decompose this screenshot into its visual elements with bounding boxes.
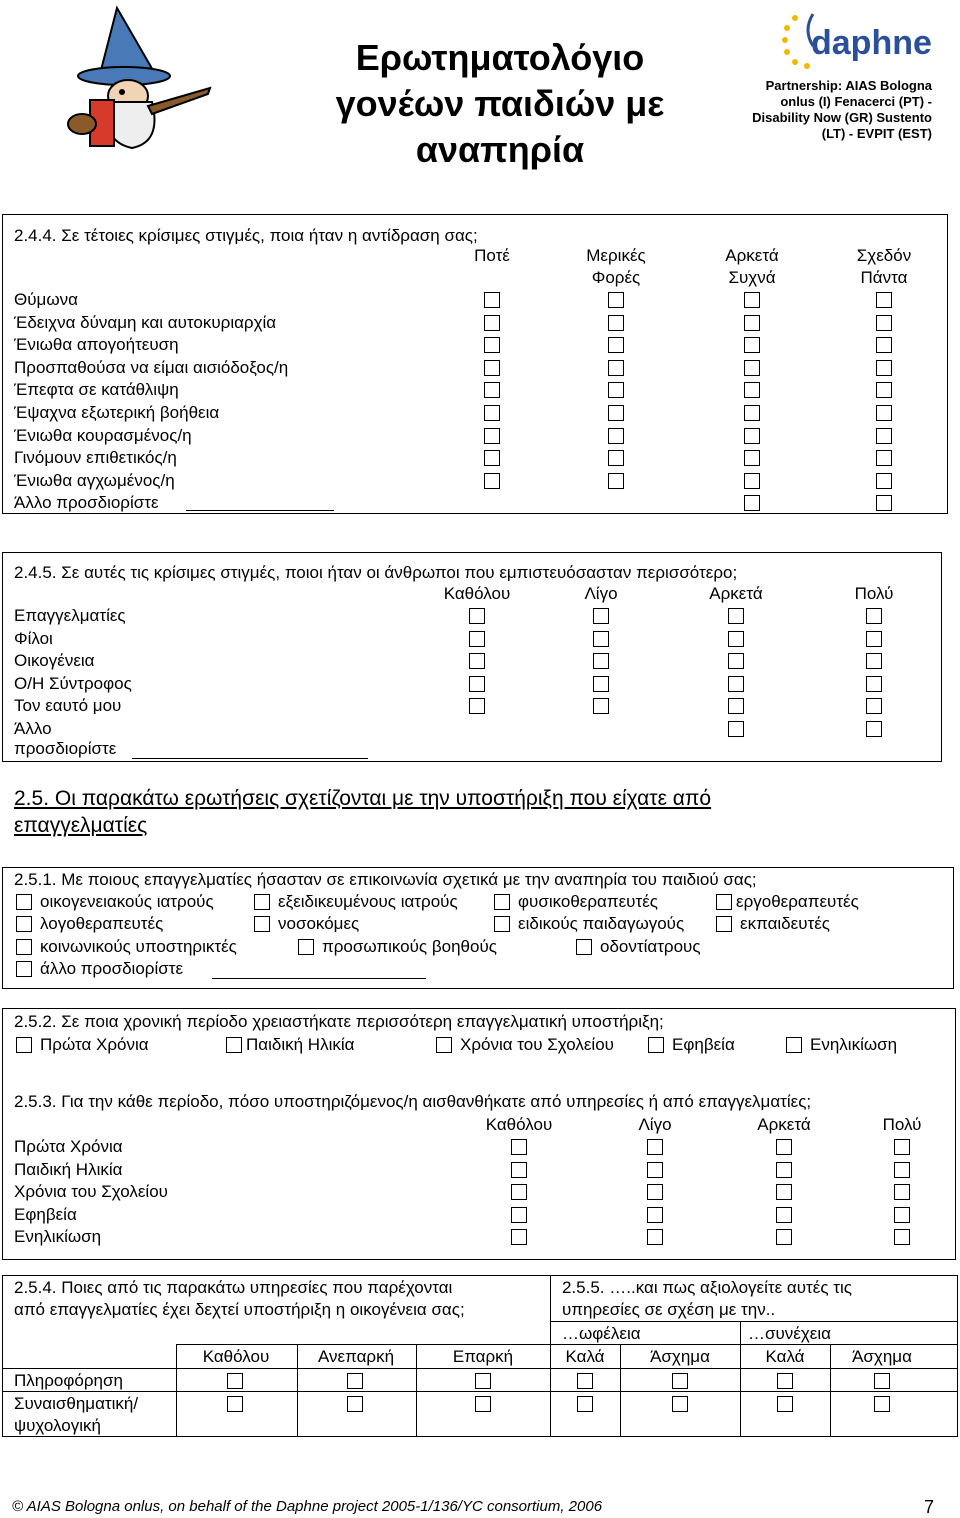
partnership-line: Disability Now (GR) Sustento	[752, 110, 932, 125]
rating-checkbox[interactable]	[227, 1373, 243, 1389]
response-checkbox[interactable]	[744, 428, 760, 444]
response-checkbox[interactable]	[744, 473, 760, 489]
period-checkbox[interactable]	[786, 1037, 802, 1053]
response-checkbox[interactable]	[744, 337, 760, 353]
response-checkbox[interactable]	[608, 405, 624, 421]
response-checkbox[interactable]	[608, 315, 624, 331]
rating-checkbox[interactable]	[475, 1373, 491, 1389]
rating-checkbox[interactable]	[227, 1396, 243, 1412]
response-checkbox[interactable]	[866, 698, 882, 714]
response-row-label: Έπεφτα σε κατάθλιψη	[14, 380, 179, 400]
response-checkbox[interactable]	[469, 698, 485, 714]
wizard-logo	[62, 2, 214, 152]
response-checkbox[interactable]	[484, 382, 500, 398]
column-header: Καθόλου	[443, 584, 511, 603]
professional-option-label: φυσικοθεραπευτές	[518, 892, 658, 911]
response-checkbox[interactable]	[776, 1229, 792, 1245]
professional-checkbox[interactable]	[16, 916, 32, 932]
table-divider	[740, 1321, 741, 1437]
response-checkbox[interactable]	[866, 676, 882, 692]
response-row-label: Τον εαυτό μου	[14, 696, 122, 716]
column-header: Καθόλου	[202, 1347, 270, 1366]
response-checkbox[interactable]	[469, 676, 485, 692]
column-header: Πολύ	[854, 584, 894, 603]
response-checkbox[interactable]	[744, 450, 760, 466]
response-checkbox[interactable]	[728, 698, 744, 714]
rating-checkbox[interactable]	[777, 1373, 793, 1389]
professional-checkbox[interactable]	[16, 939, 32, 955]
column-header: Καθόλου	[485, 1115, 553, 1134]
response-checkbox[interactable]	[894, 1207, 910, 1223]
response-row-label: Ενηλικίωση	[14, 1227, 102, 1247]
response-checkbox[interactable]	[511, 1162, 527, 1178]
response-checkbox[interactable]	[484, 292, 500, 308]
daphne-logo	[773, 4, 932, 72]
partnership-line: onlus (I) Fenacerci (PT) -	[780, 94, 932, 109]
response-checkbox[interactable]	[776, 1162, 792, 1178]
other-specify-line	[186, 510, 334, 511]
question-2-5-3-text: 2.5.3. Για την κάθε περίοδο, πόσο υποστηριζόμενος/η αισθανθήκατε από υπηρεσίες ή από επαγγελματίες;	[14, 1092, 812, 1111]
response-checkbox[interactable]	[894, 1139, 910, 1155]
column-header-cont: Φορές	[591, 268, 641, 287]
response-checkbox[interactable]	[608, 473, 624, 489]
response-checkbox[interactable]	[608, 337, 624, 353]
response-checkbox[interactable]	[647, 1184, 663, 1200]
response-checkbox[interactable]	[484, 473, 500, 489]
table-divider	[2, 1391, 958, 1392]
partnership-text	[720, 78, 932, 142]
rating-checkbox[interactable]	[874, 1373, 890, 1389]
period-checkbox[interactable]	[226, 1037, 242, 1053]
professional-checkbox[interactable]	[16, 961, 32, 977]
professional-option-label: εργοθεραπευτές	[736, 892, 859, 911]
question-2-4-4-text: 2.4.4. Σε τέτοιες κρίσιμες στιγμές, ποια ήταν η αντίδραση σας;	[14, 226, 478, 245]
period-option-label: Εφηβεία	[672, 1035, 735, 1054]
response-row-label: Προσπαθούσα να είμαι αισιόδοξος/η	[14, 357, 289, 377]
response-checkbox[interactable]	[876, 337, 892, 353]
column-header: Λίγο	[584, 584, 618, 603]
professional-option-label: κοινωνικούς υποστηρικτές	[40, 937, 237, 956]
page-number: 7	[924, 1497, 935, 1517]
response-checkbox[interactable]	[876, 405, 892, 421]
response-checkbox[interactable]	[593, 676, 609, 692]
column-header: Ποτέ	[474, 246, 510, 265]
response-checkbox[interactable]	[511, 1229, 527, 1245]
service-row-label-cont: ψυχολογική	[14, 1416, 101, 1435]
response-checkbox[interactable]	[728, 721, 744, 737]
response-row-label: Παιδική Ηλικία	[14, 1159, 123, 1179]
table-divider	[176, 1344, 958, 1345]
response-checkbox[interactable]	[876, 382, 892, 398]
response-checkbox[interactable]	[608, 292, 624, 308]
response-checkbox[interactable]	[647, 1229, 663, 1245]
response-checkbox[interactable]	[866, 653, 882, 669]
rating-checkbox[interactable]	[475, 1396, 491, 1412]
response-row-label: Θύμωνα	[14, 290, 78, 309]
professional-option-label: εκπαιδευτές	[740, 914, 830, 933]
page-title	[320, 35, 680, 173]
response-checkbox[interactable]	[876, 315, 892, 331]
response-row-label: Ένιωθα αγχωμένος/η	[14, 470, 175, 490]
rating-checkbox[interactable]	[577, 1373, 593, 1389]
professional-option-label: άλλο προσδιορίστε	[40, 959, 184, 978]
response-checkbox[interactable]	[876, 428, 892, 444]
professional-option-label: προσωπικούς βοηθούς	[322, 937, 497, 956]
section-2-5-heading-cont: επαγγελματίες	[14, 814, 148, 837]
table-divider	[2, 1368, 958, 1369]
response-row-label: Έδειχνα δύναμη και αυτοκυριαρχία	[14, 312, 277, 332]
partnership-line: (LT) - EVPIT (EST)	[821, 126, 932, 141]
professional-checkbox[interactable]	[716, 916, 732, 932]
section-2-5-heading: 2.5. Οι παρακάτω ερωτήσεις σχετίζονται με την υποστήριξη που είχατε από	[14, 787, 712, 810]
partnership-line: Partnership: AIAS Bologna	[765, 78, 932, 93]
column-header: Αρκετά	[709, 584, 763, 603]
response-checkbox[interactable]	[894, 1184, 910, 1200]
response-checkbox[interactable]	[647, 1207, 663, 1223]
response-checkbox[interactable]	[744, 292, 760, 308]
question-2-5-5-text: 2.5.5. …..και πως αξιολογείτε αυτές τις	[562, 1278, 852, 1297]
professional-checkbox[interactable]	[16, 894, 32, 910]
question-2-5-4-text-cont: από επαγγελματίες έχει δεχτεί υποστήριξη η οικογένεια σας;	[14, 1300, 465, 1319]
response-checkbox[interactable]	[484, 337, 500, 353]
response-checkbox[interactable]	[876, 292, 892, 308]
response-checkbox[interactable]	[511, 1207, 527, 1223]
response-checkbox[interactable]	[469, 653, 485, 669]
response-row-label: Οικογένεια	[14, 651, 95, 671]
column-header: Αρκετά	[757, 1115, 811, 1134]
period-checkbox[interactable]	[436, 1037, 452, 1053]
response-checkbox[interactable]	[593, 653, 609, 669]
professional-checkbox[interactable]	[576, 939, 592, 955]
response-checkbox[interactable]	[866, 631, 882, 647]
column-header: Ανεπαρκή	[317, 1347, 395, 1366]
response-checkbox[interactable]	[593, 631, 609, 647]
response-checkbox[interactable]	[728, 631, 744, 647]
rating-checkbox[interactable]	[777, 1396, 793, 1412]
column-header: Μερικές	[586, 246, 646, 265]
response-checkbox[interactable]	[894, 1162, 910, 1178]
copyright-footer: © AIAS Bologna onlus, on behalf of the Daphne project 2005-1/136/YC consortium, 2006	[12, 1498, 603, 1515]
response-checkbox[interactable]	[608, 382, 624, 398]
professional-option-label: οδοντίατρους	[600, 937, 701, 956]
response-checkbox[interactable]	[511, 1139, 527, 1155]
rating-checkbox[interactable]	[874, 1396, 890, 1412]
professional-checkbox[interactable]	[298, 939, 314, 955]
period-checkbox[interactable]	[16, 1037, 32, 1053]
response-row-label: Ένιωθα απογοήτευση	[14, 335, 179, 355]
response-row-label: Ένιωθα κουρασμένος/η	[14, 425, 192, 445]
response-checkbox[interactable]	[744, 315, 760, 331]
response-checkbox[interactable]	[876, 450, 892, 466]
response-checkbox[interactable]	[608, 428, 624, 444]
professional-option-label: οικογενειακούς ιατρούς	[40, 892, 214, 911]
logo-text: daphne	[811, 24, 932, 62]
professional-checkbox[interactable]	[716, 894, 732, 910]
table-divider	[416, 1344, 417, 1437]
other-specify-label: προσδιορίστε	[14, 739, 117, 758]
column-header-cont: Συχνά	[728, 268, 776, 287]
response-checkbox[interactable]	[593, 698, 609, 714]
response-checkbox[interactable]	[484, 428, 500, 444]
table-divider	[550, 1275, 551, 1344]
response-checkbox[interactable]	[894, 1229, 910, 1245]
response-checkbox[interactable]	[744, 495, 760, 511]
response-row-label: Άλλο προσδιορίστε	[14, 493, 159, 513]
response-checkbox[interactable]	[728, 608, 744, 624]
title-line: αναπηρία	[415, 129, 585, 170]
question-2-5-4-text: 2.5.4. Ποιες από τις παρακάτω υπηρεσίες που παρέχονται	[14, 1278, 453, 1297]
response-checkbox[interactable]	[744, 360, 760, 376]
response-checkbox[interactable]	[484, 360, 500, 376]
response-checkbox[interactable]	[866, 608, 882, 624]
response-row-label: Φίλοι	[14, 628, 53, 648]
professional-checkbox[interactable]	[494, 916, 510, 932]
question-2-4-5-text: 2.4.5. Σε αυτές τις κρίσιμες στιγμές, ποιοι ήταν οι άνθρωποι που εμπιστευόσασταν περισσότερο;	[14, 563, 738, 582]
professional-checkbox[interactable]	[254, 894, 270, 910]
table-divider	[550, 1321, 958, 1322]
response-row-label: Επαγγελματίες	[14, 606, 126, 625]
response-checkbox[interactable]	[876, 360, 892, 376]
rating-checkbox[interactable]	[672, 1373, 688, 1389]
column-header: Καλά	[765, 1347, 805, 1366]
response-checkbox[interactable]	[484, 315, 500, 331]
column-header: Λίγο	[638, 1115, 672, 1134]
period-checkbox[interactable]	[648, 1037, 664, 1053]
response-row-label: Γινόμουν επιθετικός/η	[14, 448, 177, 468]
professional-checkbox[interactable]	[254, 916, 270, 932]
professional-option-label: λογοθεραπευτές	[40, 914, 164, 933]
response-checkbox[interactable]	[469, 631, 485, 647]
professional-option-label: ειδικούς παιδαγωγούς	[518, 914, 685, 933]
column-header: Άσχημα	[852, 1347, 912, 1366]
question-2-5-2-text: 2.5.2. Σε ποια χρονική περίοδο χρειαστήκατε περισσότερη επαγγελματική υποστήριξη;	[14, 1012, 664, 1031]
response-row-label: Πρώτα Χρόνια	[14, 1137, 123, 1156]
period-option-label: Παιδική Ηλικία	[246, 1035, 355, 1054]
response-checkbox[interactable]	[608, 360, 624, 376]
rating-checkbox[interactable]	[347, 1373, 363, 1389]
column-header: Αρκετά	[725, 246, 779, 265]
response-row-label: Χρόνια του Σχολείου	[14, 1182, 168, 1202]
response-checkbox[interactable]	[876, 495, 892, 511]
rating-checkbox[interactable]	[577, 1396, 593, 1412]
response-checkbox[interactable]	[593, 608, 609, 624]
response-checkbox[interactable]	[744, 382, 760, 398]
period-option-label: Πρώτα Χρόνια	[40, 1035, 149, 1054]
other-specify-line	[212, 978, 426, 979]
response-row-label: Ο/Η Σύντροφος	[14, 673, 132, 693]
service-row-label: Πληροφόρηση	[14, 1371, 123, 1390]
response-checkbox[interactable]	[776, 1139, 792, 1155]
question-2-5-1-text: 2.5.1. Με ποιους επαγγελματίες ήσασταν σε επικοινωνία σχετικά με την αναπηρία του παιδιού σας;	[14, 870, 757, 889]
response-checkbox[interactable]	[776, 1184, 792, 1200]
rating-checkbox[interactable]	[347, 1396, 363, 1412]
service-row-label: Συναισθηματική/	[14, 1394, 139, 1413]
column-header: Επαρκή	[452, 1347, 514, 1366]
professional-checkbox[interactable]	[494, 894, 510, 910]
response-checkbox[interactable]	[608, 450, 624, 466]
response-checkbox[interactable]	[876, 473, 892, 489]
title-line: γονέων παιδιών με	[335, 83, 665, 124]
response-checkbox[interactable]	[469, 608, 485, 624]
column-header: Άσχημα	[650, 1347, 710, 1366]
response-checkbox[interactable]	[647, 1139, 663, 1155]
continuity-group-header: …συνέχεια	[748, 1324, 831, 1343]
response-row-label: Εφηβεία	[14, 1204, 77, 1224]
response-checkbox[interactable]	[866, 721, 882, 737]
period-option-label: Ενηλικίωση	[810, 1035, 898, 1054]
response-checkbox[interactable]	[511, 1184, 527, 1200]
column-header: Καλά	[565, 1347, 605, 1366]
professional-option-label: νοσοκόμες	[278, 914, 360, 933]
title-line: Ερωτηματολόγιο	[355, 37, 645, 78]
column-header: Πολύ	[882, 1115, 922, 1134]
response-checkbox[interactable]	[744, 405, 760, 421]
response-checkbox[interactable]	[776, 1207, 792, 1223]
column-header: Σχεδόν	[856, 246, 912, 265]
rating-checkbox[interactable]	[672, 1396, 688, 1412]
response-checkbox[interactable]	[647, 1162, 663, 1178]
professional-option-label: εξειδικευμένους ιατρούς	[278, 892, 458, 911]
period-option-label: Χρόνια του Σχολείου	[460, 1035, 614, 1054]
other-specify-line	[132, 758, 368, 759]
column-header-cont: Πάντα	[860, 268, 908, 287]
response-checkbox[interactable]	[728, 653, 744, 669]
response-checkbox[interactable]	[484, 405, 500, 421]
response-checkbox[interactable]	[484, 450, 500, 466]
response-row-label: Έψαχνα εξωτερική βοήθεια	[14, 403, 220, 422]
response-row-label: Άλλο	[14, 719, 52, 738]
response-checkbox[interactable]	[728, 676, 744, 692]
benefit-group-header: …ωφέλεια	[562, 1324, 641, 1343]
question-2-5-5-text-cont: υπηρεσίες σε σχέση με την..	[562, 1300, 776, 1319]
